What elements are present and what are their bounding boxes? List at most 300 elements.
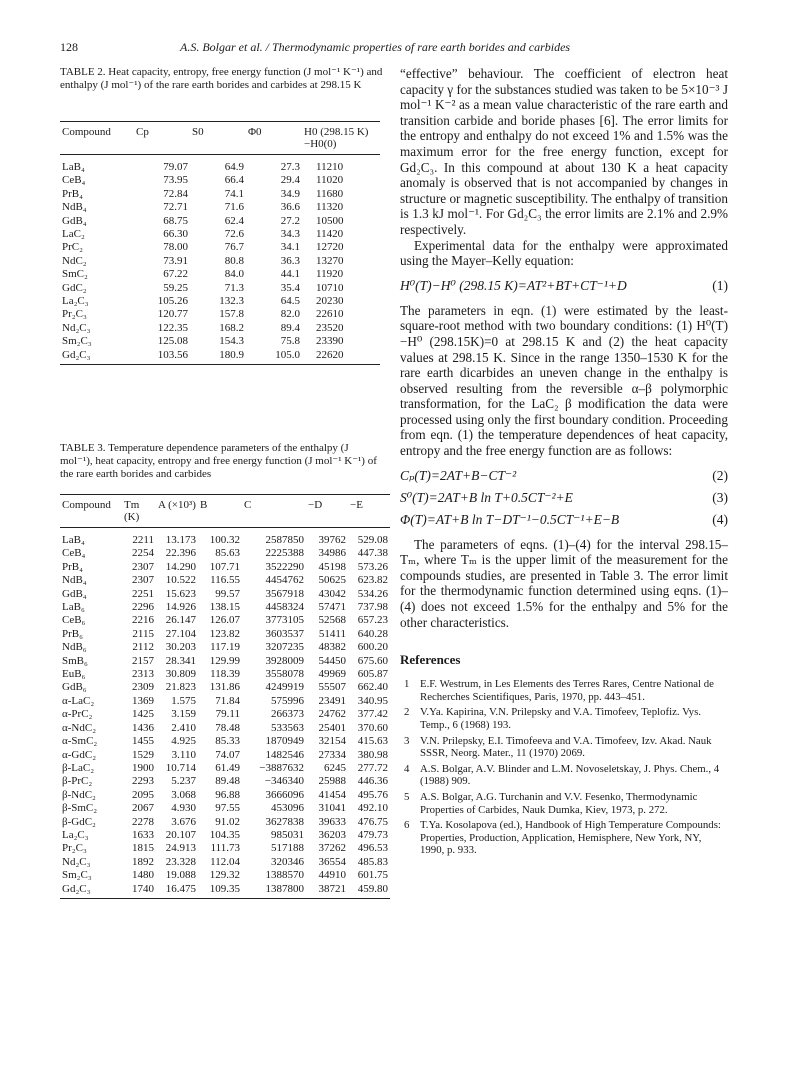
compound-cell: Sm₂C₃ xyxy=(62,869,92,882)
value-cell: 2225388 xyxy=(265,547,304,560)
compound-cell: Sm₂C₃ xyxy=(62,335,92,348)
value-cell: 4249919 xyxy=(265,681,304,694)
value-cell: 3.676 xyxy=(171,815,196,828)
compound-cell: SmC₂ xyxy=(62,268,88,281)
value-cell: 1388570 xyxy=(265,869,304,882)
value-cell: 79.07 xyxy=(163,161,188,173)
value-cell: 1740 xyxy=(122,883,156,899)
value-cell: 1387800 xyxy=(242,883,306,899)
t3-col-e: −E xyxy=(348,495,390,528)
value-cell: 529.08 xyxy=(357,534,388,546)
value-cell: 446.36 xyxy=(357,775,388,788)
value-cell: 118.39 xyxy=(210,668,240,681)
value-cell: 495.76 xyxy=(357,788,388,801)
compound-cell: Nd₂C₃ xyxy=(62,321,91,334)
value-cell: 89.48 xyxy=(215,775,240,788)
value-cell: 10.522 xyxy=(165,574,196,587)
value-cell: 2307 xyxy=(132,560,154,573)
value-cell: 59.25 xyxy=(163,281,188,294)
table-row xyxy=(60,708,390,721)
value-cell: 2278 xyxy=(132,815,154,828)
value-cell: 34.3 xyxy=(280,228,300,241)
compound-cell: LaC₂ xyxy=(62,228,85,241)
table-row xyxy=(60,322,380,335)
value-cell: 67.22 xyxy=(163,268,188,281)
paragraph-3: The parameters in eqn. (1) were estimated by the least-square-root method with two boundary conditions: (1) H⁰(T)−H⁰ (298.15K)=0 at 298.15 K and (2) the heat capacity values at 298.15 K. Since in the range 1350–1530 K for the rare earth dicarbides an uneven change in the enthalpy is observed resulting from the reversible α–β polymorphic transformation, for the LaC₂ β modification the data were processed using only the first boundary condition. Proceeding from eqn. (1) the temperature dependences of heat capacity, entropy and the free energy function are as follows: xyxy=(400,302,728,459)
value-cell: 28.341 xyxy=(165,654,196,667)
page-header xyxy=(60,40,740,58)
value-cell: 26.147 xyxy=(165,614,196,627)
table-row xyxy=(60,628,390,641)
value-cell: 320346 xyxy=(271,855,304,868)
value-cell: 80.8 xyxy=(224,254,244,267)
value-cell: −3887632 xyxy=(259,761,304,774)
value-cell: 476.75 xyxy=(357,815,388,828)
value-cell: 13.173 xyxy=(165,534,196,546)
reference-text: T.Ya. Kosolapova (ed.), Handbook of High Temperature Compounds: Properties, Production, Application, Hemisphere, New York, NY, 1990, p. 933. xyxy=(420,819,721,857)
value-cell: 96.88 xyxy=(215,788,240,801)
equation-1 xyxy=(400,275,728,297)
value-cell: 3558078 xyxy=(265,668,304,681)
value-cell: 1.575 xyxy=(171,694,196,707)
table2-caption: TABLE 2. Heat capacity, entropy, free energy function (J mol⁻¹ K⁻¹) and enthalpy (J mol⁻¹) of the rare earth borides and carbides at 298.15 K xyxy=(60,66,383,91)
value-cell: 97.55 xyxy=(215,802,240,815)
value-cell: 37262 xyxy=(318,842,346,855)
value-cell: 24.913 xyxy=(165,842,196,855)
value-cell: 277.72 xyxy=(357,761,388,774)
equation-4 xyxy=(400,509,728,531)
table-row xyxy=(60,588,390,601)
value-cell: 24762 xyxy=(318,708,346,721)
value-cell: 3627838 xyxy=(265,815,304,828)
reference-text: A.S. Bolgar, A.V. Blinder and L.M. Novoseletskay, J. Phys. Chem., 4 (1988) 909. xyxy=(420,762,720,788)
value-cell: 71.6 xyxy=(224,201,244,214)
table-row xyxy=(60,295,380,308)
t2-col-compound: Compound xyxy=(60,122,134,155)
value-cell: 64.5 xyxy=(280,295,300,308)
table-row xyxy=(60,561,390,574)
value-cell: 107.71 xyxy=(209,560,240,573)
value-cell: 79.11 xyxy=(215,708,240,721)
value-cell: 3603537 xyxy=(265,627,304,640)
value-cell: 1529 xyxy=(132,748,154,761)
value-cell: 112.04 xyxy=(210,855,240,868)
table-row xyxy=(60,534,390,547)
table-row xyxy=(60,655,390,668)
compound-cell: β-SmC₂ xyxy=(62,802,98,815)
t3-col-d: −D xyxy=(306,495,348,528)
reference-number: 5 xyxy=(404,790,410,803)
equation-2-text: Cₚ(T)=2AT+B−CT⁻² xyxy=(400,467,517,483)
value-cell: 485.83 xyxy=(357,855,388,868)
table-row xyxy=(60,668,390,681)
paragraph-2: Experimental data for the enthalpy were approximated using the Mayer–Kelly equation: xyxy=(400,237,728,269)
value-cell: 122.35 xyxy=(157,321,188,334)
value-cell: 48382 xyxy=(318,641,346,654)
value-cell: 44.1 xyxy=(280,268,300,281)
value-cell: 36.6 xyxy=(280,201,300,214)
t3-col-tm: Tm (K) xyxy=(122,495,156,528)
value-cell: 601.75 xyxy=(357,869,388,882)
table-row xyxy=(60,574,390,587)
table-row xyxy=(60,282,380,295)
value-cell: 75.8 xyxy=(280,335,300,348)
table-row xyxy=(60,722,390,735)
reference-number: 3 xyxy=(404,734,410,747)
paragraph-1: “effective” behaviour. The coefficient of electron heat capacity γ for the substances studied was taken to be 5×10⁻³ J mol⁻¹ K⁻² as a mean value characteristic of the rare earth and transition carbide and boride phases [6]. The error limits for the entropy and enthalpy do not exceed 1% and 1.5% was the maximum error for the free energy function, except for Gd₂C₃. In this compound at about 130 K a heat capacity anomaly is observed that is not accompanied by changes in structure or magnetic susceptibility. The enthalpy of transition is 1.3 kJ mol⁻¹. For Gd₂C₃ the error limits are 2.1% and 2.9% respectively. xyxy=(400,66,728,237)
value-cell: 154.3 xyxy=(219,335,244,348)
value-cell: 36203 xyxy=(318,828,346,841)
value-cell: 105.26 xyxy=(157,295,188,308)
value-cell: 4454762 xyxy=(265,574,304,587)
value-cell: 72.84 xyxy=(163,187,188,200)
compound-cell: GdB₆ xyxy=(62,681,87,694)
value-cell: 74.1 xyxy=(224,187,244,200)
value-cell: 2216 xyxy=(132,614,154,627)
value-cell: 116.55 xyxy=(210,574,240,587)
references-title: References xyxy=(400,652,461,668)
value-cell: 25988 xyxy=(318,775,346,788)
value-cell: 41454 xyxy=(318,788,346,801)
value-cell: 11210 xyxy=(316,161,344,173)
value-cell: 533563 xyxy=(271,721,304,734)
value-cell: 30.809 xyxy=(165,668,196,681)
value-cell: 2293 xyxy=(132,775,154,788)
reference-item xyxy=(400,735,728,760)
compound-cell: α-GdC₂ xyxy=(62,748,97,761)
value-cell: 3.159 xyxy=(171,708,196,721)
value-cell: 517188 xyxy=(271,842,304,855)
value-cell: 496.53 xyxy=(357,842,388,855)
value-cell: 459.80 xyxy=(348,883,390,899)
table-row xyxy=(60,681,390,694)
value-cell: 3207235 xyxy=(265,641,304,654)
value-cell: 52568 xyxy=(318,614,346,627)
compound-cell: α-PrC₂ xyxy=(62,708,93,721)
value-cell: 6245 xyxy=(324,761,346,774)
compound-cell: CeB₆ xyxy=(62,614,86,627)
table-row xyxy=(60,228,380,241)
compound-cell: LaB₄ xyxy=(62,161,85,173)
value-cell: 27334 xyxy=(318,748,346,761)
table-row xyxy=(60,308,380,321)
value-cell: 23491 xyxy=(318,694,346,707)
value-cell: 168.2 xyxy=(219,321,244,334)
equation-3 xyxy=(400,487,728,509)
value-cell: 72.6 xyxy=(224,228,244,241)
table-row xyxy=(60,188,380,201)
table-row xyxy=(60,335,380,348)
value-cell: 4.925 xyxy=(171,735,196,748)
table3-body xyxy=(60,528,390,899)
value-cell: 492.10 xyxy=(357,802,388,815)
value-cell: 129.32 xyxy=(209,869,240,882)
table2-body xyxy=(60,155,380,365)
value-cell: 27.2 xyxy=(280,214,300,227)
value-cell: 126.07 xyxy=(209,614,240,627)
compound-cell: NdB₄ xyxy=(62,574,87,587)
value-cell: 3773105 xyxy=(265,614,304,627)
compound-cell: CeB₄ xyxy=(62,174,86,187)
table3-caption: TABLE 3. Temperature dependence parameters of the enthalpy (J mol⁻¹), heat capacity, entropy and free energy function (J mol⁻¹ K⁻¹) of the rare earth borides and carbides xyxy=(60,442,377,480)
value-cell: 36.3 xyxy=(280,254,300,267)
table-row xyxy=(60,816,390,829)
table-row xyxy=(60,547,390,560)
value-cell: 78.48 xyxy=(215,721,240,734)
compound-cell: β-NdC₂ xyxy=(62,788,96,801)
value-cell: 3666096 xyxy=(265,788,304,801)
compound-cell: SmB₆ xyxy=(62,654,88,667)
value-cell: 64.9 xyxy=(224,161,244,173)
value-cell: 1815 xyxy=(132,842,154,855)
compound-cell: Pr₂C₃ xyxy=(62,308,87,321)
value-cell: 623.82 xyxy=(357,574,388,587)
value-cell: 61.49 xyxy=(215,761,240,774)
t3-col-b: B xyxy=(198,495,242,528)
value-cell: 20230 xyxy=(316,295,344,308)
value-cell: 66.4 xyxy=(224,174,244,187)
table-row xyxy=(60,856,390,869)
compound-cell: PrC₂ xyxy=(62,241,83,254)
value-cell: 49969 xyxy=(318,668,346,681)
value-cell: 91.02 xyxy=(215,815,240,828)
reference-text: A.S. Bolgar, A.G. Turchanin and V.V. Fesenko, Thermodynamic Properties of Carbides, Nauk Dumka, Kiev, 1973, p. 272. xyxy=(420,790,698,816)
t2-col-phi0: Φ0 xyxy=(246,122,302,155)
reference-item xyxy=(400,819,728,857)
value-cell: 78.00 xyxy=(163,241,188,254)
compound-cell: GdB₄ xyxy=(62,587,87,600)
value-cell: 57471 xyxy=(318,601,346,614)
value-cell: 1480 xyxy=(132,869,154,882)
table-row xyxy=(60,161,380,174)
value-cell: 39633 xyxy=(318,815,346,828)
value-cell: 131.86 xyxy=(209,681,240,694)
value-cell: 1369 xyxy=(132,694,154,707)
value-cell: 103.56 xyxy=(134,349,190,365)
reference-item xyxy=(400,791,728,816)
value-cell: 447.38 xyxy=(357,547,388,560)
value-cell: 180.9 xyxy=(190,349,246,365)
compound-cell: NdB₄ xyxy=(62,201,87,214)
value-cell: 14.926 xyxy=(165,601,196,614)
equation-3-text: S⁰(T)=2AT+B ln T+0.5CT⁻²+E xyxy=(400,489,573,505)
value-cell: 15.623 xyxy=(165,587,196,600)
value-cell: 11680 xyxy=(316,187,344,200)
value-cell: 66.30 xyxy=(163,228,188,241)
value-cell: 38721 xyxy=(306,883,348,899)
value-cell: 2296 xyxy=(132,601,154,614)
table-row xyxy=(60,255,380,268)
value-cell: 640.28 xyxy=(357,627,388,640)
value-cell: 2115 xyxy=(132,627,154,640)
value-cell: 55507 xyxy=(318,681,346,694)
table-row xyxy=(60,869,390,882)
value-cell: 3928009 xyxy=(265,654,304,667)
compound-cell: PrB₆ xyxy=(62,627,83,640)
value-cell: 600.20 xyxy=(357,641,388,654)
t2-col-cp: Cp xyxy=(134,122,190,155)
value-cell: 54450 xyxy=(318,654,346,667)
table-row xyxy=(60,174,380,187)
t2-col-h0: H0 (298.15 K) −H0(0) xyxy=(302,122,380,155)
compound-cell: β-GdC₂ xyxy=(62,815,96,828)
value-cell: 479.73 xyxy=(357,828,388,841)
paragraph-4: The parameters of eqns. (1)–(4) for the interval 298.15–Tₘ, where Tₘ is the upper limit of the measurement for the compounds studies, are presented in Table 3. The error limit for the thermodynamic function determined using eqns. (1)–(4) does not exceed 1.5% for the enthalpy and 5% for the other characteristics. xyxy=(400,536,728,630)
value-cell: 11320 xyxy=(316,201,344,214)
value-cell: 51411 xyxy=(318,627,346,640)
value-cell: 11920 xyxy=(316,268,344,281)
value-cell: 22.396 xyxy=(165,547,196,560)
value-cell: 62.4 xyxy=(224,214,244,227)
t2-col-s0: S0 xyxy=(190,122,246,155)
table-row xyxy=(60,842,390,855)
compound-cell: α-SmC₂ xyxy=(62,735,98,748)
reference-item xyxy=(400,763,728,788)
value-cell: 23520 xyxy=(316,321,344,334)
value-cell: 85.63 xyxy=(215,547,240,560)
value-cell: 30.203 xyxy=(165,641,196,654)
right-column xyxy=(400,66,728,860)
value-cell: 1870949 xyxy=(265,735,304,748)
value-cell: 21.823 xyxy=(165,681,196,694)
reference-number: 6 xyxy=(404,819,410,832)
value-cell: 111.73 xyxy=(210,842,240,855)
compound-cell: GdB₄ xyxy=(62,214,87,227)
compound-cell: β-LaC₂ xyxy=(62,761,95,774)
compound-cell: Pr₂C₃ xyxy=(62,842,87,855)
table-row xyxy=(60,349,380,365)
reference-number: 1 xyxy=(404,678,410,691)
value-cell: 39762 xyxy=(318,534,346,546)
compound-cell: β-PrC₂ xyxy=(62,775,93,788)
value-cell: 20.107 xyxy=(165,828,196,841)
compound-cell: NdB₆ xyxy=(62,641,87,654)
page-number: 128 xyxy=(60,40,78,54)
value-cell: 573.26 xyxy=(357,560,388,573)
compound-cell: LaB₄ xyxy=(62,534,85,546)
value-cell: 23390 xyxy=(316,335,344,348)
reference-item xyxy=(400,678,728,703)
value-cell: 11020 xyxy=(316,174,344,187)
reference-text: E.F. Westrum, in Les Elements des Terres Rares, Centre National de Recherches Scientifiques, Paris, 1970, pp. 443–451. xyxy=(420,678,714,703)
value-cell: 73.95 xyxy=(163,174,188,187)
compound-cell: GdC₂ xyxy=(62,281,87,294)
table-row xyxy=(60,641,390,654)
value-cell: 2587850 xyxy=(265,534,304,546)
value-cell: 2112 xyxy=(132,641,154,654)
table-row xyxy=(60,735,390,748)
value-cell: 2211 xyxy=(132,534,154,546)
value-cell: 10.714 xyxy=(165,761,196,774)
value-cell: 36554 xyxy=(318,855,346,868)
value-cell: 10500 xyxy=(316,214,344,227)
compound-cell: PrB₄ xyxy=(62,560,83,573)
value-cell: 5.237 xyxy=(171,775,196,788)
value-cell: 1425 xyxy=(132,708,154,721)
value-cell: 10710 xyxy=(316,281,344,294)
compound-cell: CeB₄ xyxy=(62,547,86,560)
compound-cell: LaB₆ xyxy=(62,601,85,614)
running-title: A.S. Bolgar et al. / Thermodynamic properties of rare earth borides and carbides xyxy=(180,40,571,54)
value-cell: 85.33 xyxy=(215,735,240,748)
value-cell: 157.8 xyxy=(219,308,244,321)
table2 xyxy=(60,121,380,365)
value-cell: 68.75 xyxy=(163,214,188,227)
value-cell: 74.07 xyxy=(215,748,240,761)
left-column xyxy=(60,66,390,895)
value-cell: 31041 xyxy=(318,802,346,815)
value-cell: 34.9 xyxy=(280,187,300,200)
value-cell: 1482546 xyxy=(265,748,304,761)
compound-cell: NdC₂ xyxy=(62,254,87,267)
value-cell: 132.3 xyxy=(219,295,244,308)
value-cell: 1455 xyxy=(132,735,154,748)
value-cell: 2313 xyxy=(132,668,154,681)
value-cell: 109.35 xyxy=(198,883,242,899)
compound-cell: PrB₄ xyxy=(62,187,83,200)
value-cell: 16.475 xyxy=(156,883,198,899)
value-cell: 2067 xyxy=(132,802,154,815)
t3-col-compound: Compound xyxy=(60,495,122,528)
value-cell: 82.0 xyxy=(280,308,300,321)
value-cell: 415.63 xyxy=(357,735,388,748)
value-cell: 1900 xyxy=(132,761,154,774)
value-cell: 120.77 xyxy=(157,308,188,321)
value-cell: 29.4 xyxy=(280,174,300,187)
value-cell: 99.57 xyxy=(215,587,240,600)
value-cell: 453096 xyxy=(271,802,304,815)
reference-number: 4 xyxy=(404,762,410,775)
value-cell: 575996 xyxy=(271,694,304,707)
reference-item xyxy=(400,706,728,731)
value-cell: 34.1 xyxy=(280,241,300,254)
value-cell: 50625 xyxy=(318,574,346,587)
table-row xyxy=(60,201,380,214)
value-cell: 76.7 xyxy=(224,241,244,254)
reference-text: V.Ya. Kapirina, V.N. Prilepsky and V.A. Timofeev, Teplofiz. Vys. Temp., 6 (1968) 193. xyxy=(420,706,701,731)
table-row xyxy=(60,829,390,842)
value-cell: 737.98 xyxy=(357,601,388,614)
value-cell: 675.60 xyxy=(357,654,388,667)
compound-cell: La₂C₃ xyxy=(62,295,89,308)
table-row xyxy=(60,241,380,254)
equation-4-number: (4) xyxy=(712,511,728,527)
table-row xyxy=(60,762,390,775)
value-cell: 45198 xyxy=(318,560,346,573)
value-cell: 125.08 xyxy=(157,335,188,348)
equation-3-number: (3) xyxy=(712,489,728,505)
value-cell: 117.19 xyxy=(210,641,240,654)
value-cell: 3567918 xyxy=(265,587,304,600)
value-cell: 100.32 xyxy=(209,534,240,546)
table-row xyxy=(60,802,390,815)
table-row xyxy=(60,215,380,228)
value-cell: 3522290 xyxy=(265,560,304,573)
value-cell: 71.84 xyxy=(215,694,240,707)
value-cell: 2251 xyxy=(132,587,154,600)
reference-number: 2 xyxy=(404,706,410,719)
t3-col-a: A (×10³) xyxy=(156,495,198,528)
value-cell: 89.4 xyxy=(280,321,300,334)
value-cell: 266373 xyxy=(271,708,304,721)
value-cell: 11420 xyxy=(316,228,344,241)
value-cell: 27.104 xyxy=(165,627,196,640)
value-cell: 123.82 xyxy=(209,627,240,640)
equation-2-number: (2) xyxy=(712,467,728,483)
value-cell: 105.0 xyxy=(246,349,302,365)
value-cell: 1633 xyxy=(132,828,154,841)
value-cell: 22620 xyxy=(302,349,380,365)
